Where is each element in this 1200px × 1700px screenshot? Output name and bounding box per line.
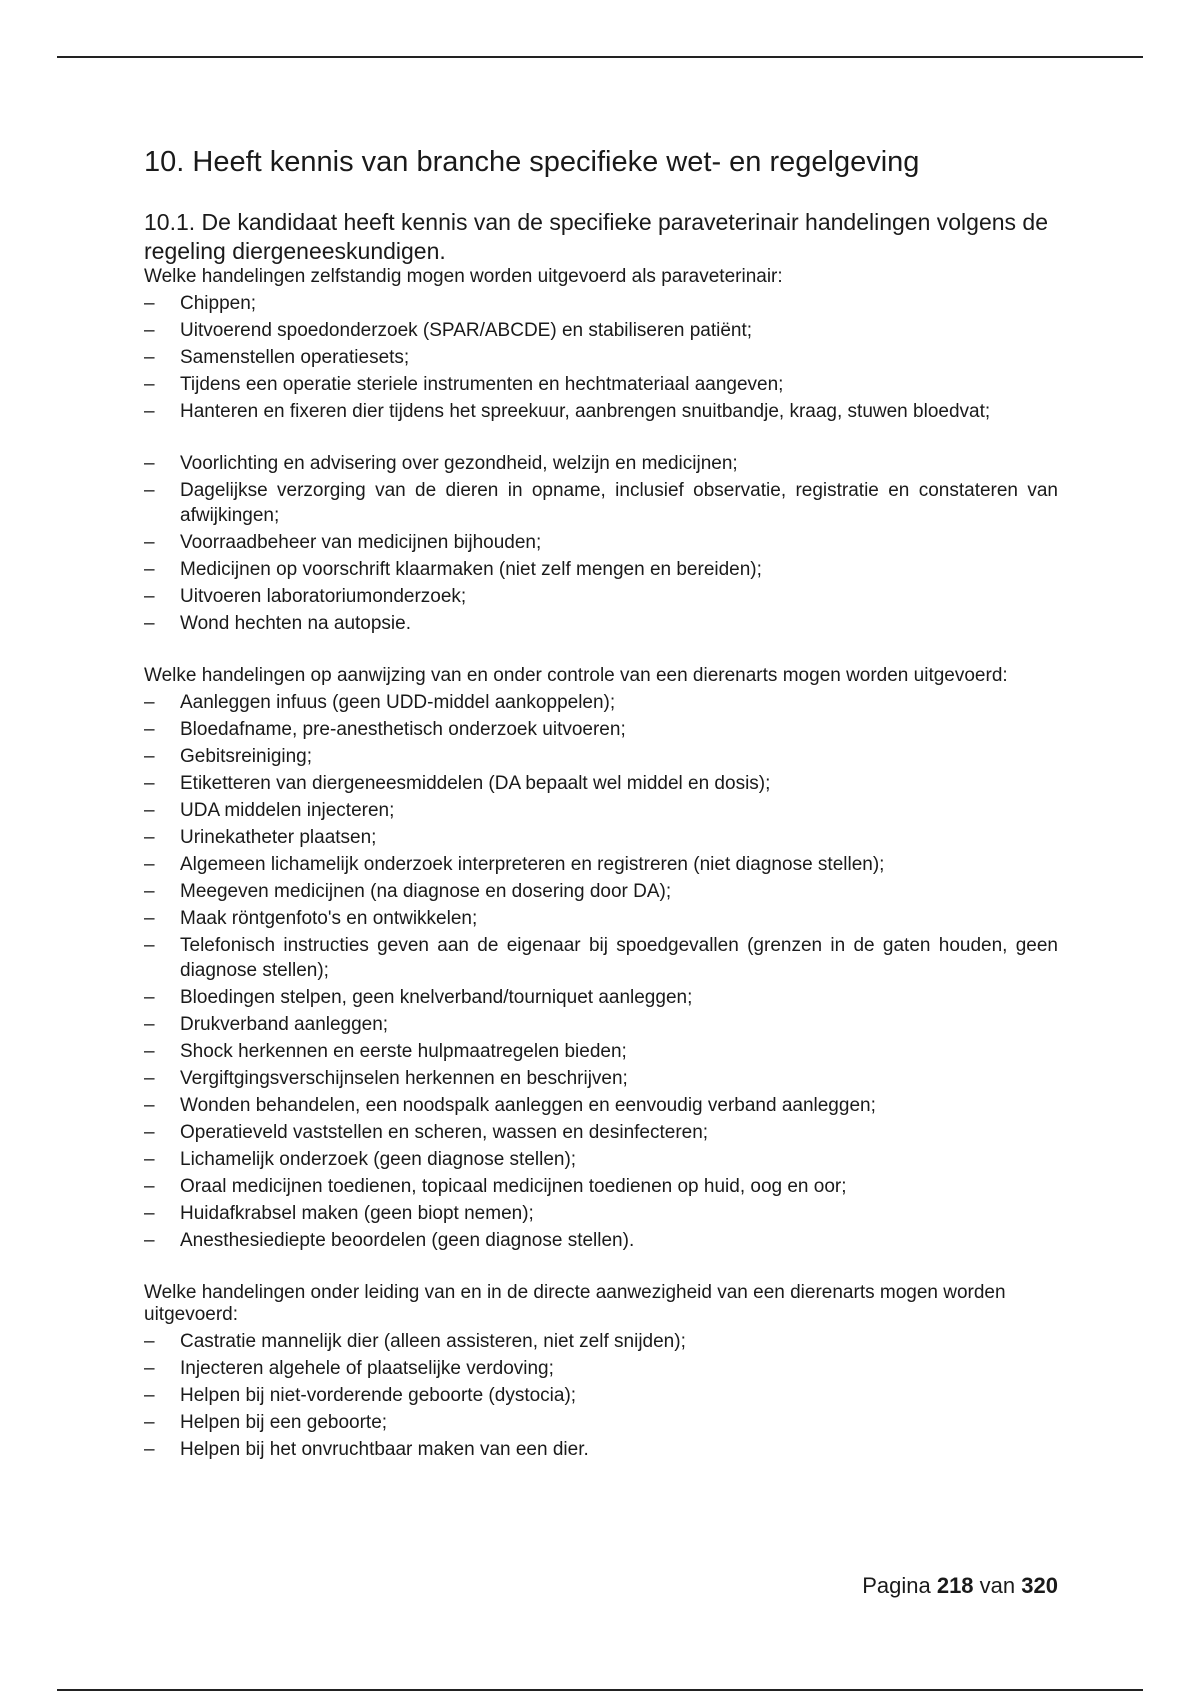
dash-marker: – (144, 773, 155, 794)
page-separator: van (979, 1573, 1016, 1598)
list-item (144, 291, 1058, 318)
list-item (144, 372, 1058, 399)
list-item (144, 318, 1058, 345)
list-item-text: Vergiftgingsverschijnselen herkennen en beschrijven; (180, 1068, 628, 1089)
list-item (144, 1383, 1058, 1410)
header-rule (57, 56, 1143, 58)
list-item-text: Huidafkrabsel maken (geen biopt nemen); (180, 1203, 534, 1224)
list-item (144, 690, 1058, 717)
dash-marker: – (144, 293, 155, 314)
dash-marker: – (144, 1149, 155, 1170)
dash-marker: – (144, 1122, 155, 1143)
list-item-text: Operatieveld vaststellen en scheren, wassen en desinfecteren; (180, 1122, 709, 1143)
list-item (144, 451, 1058, 478)
dash-marker: – (144, 586, 155, 607)
list-item (144, 1039, 1058, 1066)
dash-marker: – (144, 401, 155, 422)
dash-marker: – (144, 1412, 155, 1433)
list-item-text: Urinekatheter plaatsen; (180, 827, 377, 848)
dash-marker: – (144, 746, 155, 767)
list-item (144, 744, 1058, 771)
dash-marker: – (144, 613, 155, 634)
list-item-text: Hanteren en fixeren dier tijdens het spreekuur, aanbrengen snuitbandje, kraag, stuwen bloedvat; (180, 401, 991, 422)
dash-marker: – (144, 854, 155, 875)
list-item-text: Wond hechten na autopsie. (180, 613, 411, 634)
list-item-text: Medicijnen op voorschrift klaarmaken (niet zelf mengen en bereiden); (180, 559, 762, 580)
section-supervised (144, 665, 1058, 1255)
list-item (144, 1410, 1058, 1437)
list-item (144, 852, 1058, 879)
section-intro: Welke handelingen zelfstandig mogen worden uitgevoerd als paraveterinair: (144, 266, 783, 287)
dash-marker: – (144, 1041, 155, 1062)
list-item (144, 1120, 1058, 1147)
dash-marker: – (144, 881, 155, 902)
list-item-text: Gebitsreiniging; (180, 746, 313, 767)
list-item-text: Chippen; (180, 293, 257, 314)
list-item (144, 345, 1058, 372)
list-item (144, 1012, 1058, 1039)
dash-marker: – (144, 987, 155, 1008)
list-item (144, 1147, 1058, 1174)
list-item-text: Wonden behandelen, een noodspalk aanleggen en eenvoudig verband aanleggen; (180, 1095, 876, 1116)
list-item-text: Drukverband aanleggen; (180, 1014, 389, 1035)
dash-marker: – (144, 374, 155, 395)
dash-marker: – (144, 559, 155, 580)
dash-marker: – (144, 1358, 155, 1379)
list-item (144, 1174, 1058, 1201)
current-page-number: 218 (936, 1573, 974, 1598)
list-item-text: Telefonisch instructies geven aan de eigenaar bij spoedgevallen (grenzen in de gaten houden, geen diagnose stellen); (180, 935, 1058, 981)
list-item (144, 478, 1058, 530)
list-item-text: Helpen bij een geboorte; (180, 1412, 388, 1433)
list-item-text: Algemeen lichamelijk onderzoek interpreteren en registreren (niet diagnose stellen); (180, 854, 885, 875)
dash-marker: – (144, 1203, 155, 1224)
paragraph-spacer (144, 1255, 1058, 1282)
dash-marker: – (144, 1014, 155, 1035)
list-item-text: Anesthesiediepte beoordelen (geen diagnose stellen). (180, 1230, 635, 1251)
list-item-text: Helpen bij niet-vorderende geboorte (dystocia); (180, 1385, 577, 1406)
list-item (144, 1201, 1058, 1228)
list-item (144, 879, 1058, 906)
dash-marker: – (144, 532, 155, 553)
list-item (144, 1356, 1058, 1383)
dash-marker: – (144, 320, 155, 341)
list-item (144, 906, 1058, 933)
chapter-heading: 10. Heeft kennis van branche specifieke wet- en regelgeving (144, 146, 920, 178)
list-item-text: Lichamelijk onderzoek (geen diagnose stellen); (180, 1149, 577, 1170)
dash-marker: – (144, 692, 155, 713)
dash-marker: – (144, 1176, 155, 1197)
page-number (620, 1572, 1058, 1600)
section-intro: Welke handelingen onder leiding van en in de directe aanwezigheid van een dierenarts mogen worden uitgevoerd: (144, 1282, 1006, 1325)
total-pages-number: 320 (1021, 1573, 1058, 1598)
list-item-text: Maak röntgenfoto's en ontwikkelen; (180, 908, 478, 929)
list-item-text: Tijdens een operatie steriele instrumenten en hechtmateriaal aangeven; (180, 374, 784, 395)
list-item (144, 399, 1058, 451)
list-item-text: Voorraadbeheer van medicijnen bijhouden; (180, 532, 542, 553)
dash-marker: – (144, 1385, 155, 1406)
task-list (144, 1329, 1058, 1464)
list-item (144, 798, 1058, 825)
list-item-text: Dagelijkse verzorging van de dieren in opname, inclusief observatie, registratie en constateren van afwijkingen; (180, 480, 1058, 526)
list-item-text: Helpen bij het onvruchtbaar maken van een dier. (180, 1439, 589, 1460)
dash-marker: – (144, 800, 155, 821)
paragraph-spacer (144, 638, 1058, 665)
dash-marker: – (144, 453, 155, 474)
list-item (144, 1066, 1058, 1093)
dash-marker: – (144, 347, 155, 368)
list-item (144, 771, 1058, 798)
list-item (144, 1437, 1058, 1464)
list-item (144, 1329, 1058, 1356)
list-item (144, 611, 1058, 638)
list-item-text: Voorlichting en advisering over gezondheid, welzijn en medicijnen; (180, 453, 738, 474)
list-item-text: Uitvoerend spoedonderzoek (SPAR/ABCDE) en stabiliseren patiënt; (180, 320, 753, 341)
section-direct-presence (144, 1282, 1058, 1464)
list-item (144, 557, 1058, 584)
page-content (144, 144, 1058, 1464)
list-item (144, 985, 1058, 1012)
list-item-text: Etiketteren van diergeneesmiddelen (DA bepaalt wel middel en dosis); (180, 773, 771, 794)
dash-marker: – (144, 1331, 155, 1352)
task-list (144, 690, 1058, 1255)
list-item (144, 933, 1058, 985)
list-item-text: Shock herkennen en eerste hulpmaatregelen bieden; (180, 1041, 627, 1062)
dash-marker: – (144, 827, 155, 848)
dash-marker: – (144, 1439, 155, 1460)
list-item-text: Aanleggen infuus (geen UDD-middel aankoppelen); (180, 692, 616, 713)
list-item-text: Meegeven medicijnen (na diagnose en dosering door DA); (180, 881, 672, 902)
list-item-text: Samenstellen operatiesets; (180, 347, 410, 368)
list-item (144, 584, 1058, 611)
list-item (144, 1228, 1058, 1255)
section-independent (144, 266, 1058, 638)
list-item (144, 530, 1058, 557)
dash-marker: – (144, 935, 155, 956)
task-list (144, 291, 1058, 638)
list-item-text: UDA middelen injecteren; (180, 800, 395, 821)
list-item (144, 717, 1058, 744)
page-label: Pagina (862, 1573, 931, 1598)
list-item-text: Oraal medicijnen toedienen, topicaal medicijnen toedienen op huid, oog en oor; (180, 1176, 847, 1197)
dash-marker: – (144, 908, 155, 929)
dash-marker: – (144, 480, 155, 501)
list-item-text: Injecteren algehele of plaatselijke verdoving; (180, 1358, 554, 1379)
dash-marker: – (144, 719, 155, 740)
section-intro: Welke handelingen op aanwijzing van en onder controle van een dierenarts mogen worden uitgevoerd: (144, 665, 1008, 686)
dash-marker: – (144, 1230, 155, 1251)
list-item (144, 825, 1058, 852)
footer-rule (57, 1689, 1143, 1691)
list-item-text: Bloedafname, pre-anesthetisch onderzoek uitvoeren; (180, 719, 626, 740)
list-item-text: Uitvoeren laboratoriumonderzoek; (180, 586, 467, 607)
dash-marker: – (144, 1068, 155, 1089)
list-item (144, 1093, 1058, 1120)
list-item-text: Bloedingen stelpen, geen knelverband/tourniquet aanleggen; (180, 987, 693, 1008)
section-heading: 10.1. De kandidaat heeft kennis van de specifieke paraveterinair handelingen volgens de regeling diergeneeskundigen. (144, 209, 1049, 264)
list-item-text: Castratie mannelijk dier (alleen assisteren, niet zelf snijden); (180, 1331, 686, 1352)
dash-marker: – (144, 1095, 155, 1116)
